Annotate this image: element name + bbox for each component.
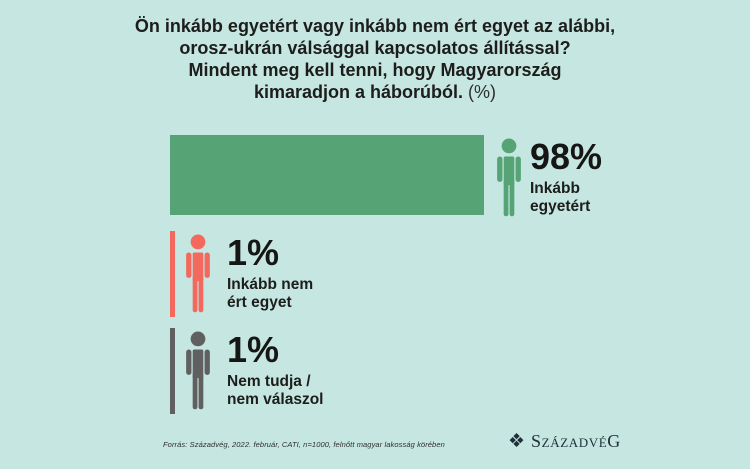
bar-disagree xyxy=(170,231,175,317)
bar-labels-disagree xyxy=(227,233,313,312)
person-icon xyxy=(180,233,216,313)
bar-labels-dontknow xyxy=(227,330,324,409)
label-agree-line1: Inkább xyxy=(530,180,580,197)
label-dontknow-line1: Nem tudja / xyxy=(227,373,311,390)
bar-row-agree xyxy=(170,135,730,225)
bar-row-dontknow xyxy=(170,328,730,418)
diamond-logo-icon: ❖ xyxy=(508,431,526,452)
title-line-1: Ön inkább egyetért vagy inkább nem ért egyet az alábbi, xyxy=(134,16,616,36)
person-icon xyxy=(491,137,527,217)
label-agree-line2: egyetért xyxy=(530,198,591,215)
title-line-2: orosz-ukrán válsággal kapcsolatos állítással? xyxy=(179,38,571,58)
chart-title xyxy=(0,15,750,103)
logo-wordmark xyxy=(531,430,621,454)
label-agree xyxy=(530,180,602,216)
bar-dontknow xyxy=(170,328,175,414)
logo-letter-g: G xyxy=(607,431,621,451)
title-line-4 xyxy=(0,81,750,103)
value-disagree: 1% xyxy=(227,232,280,273)
label-dontknow xyxy=(227,373,324,409)
value-agree: 98% xyxy=(530,136,603,177)
szazadveg-logo xyxy=(508,430,621,454)
label-disagree-line2: ért egyet xyxy=(227,294,292,311)
title-percent-suffix: (%) xyxy=(468,82,497,102)
label-disagree xyxy=(227,276,313,312)
bar-labels-agree xyxy=(530,137,602,216)
person-icon xyxy=(180,330,216,410)
logo-smallcaps: ZÁZADVÉ xyxy=(541,435,608,450)
title-line-4-text: kimaradjon a háborúból. xyxy=(253,82,463,102)
label-disagree-line1: Inkább nem xyxy=(227,276,314,293)
source-note: Forrás: Századvég, 2022. február, CATI, n=1000, felnőtt magyar lakosság körében xyxy=(163,440,445,449)
logo-letter-s: S xyxy=(531,431,542,451)
bar-row-disagree xyxy=(170,231,730,321)
value-dontknow: 1% xyxy=(227,329,280,370)
title-line-3: Mindent meg kell tenni, hogy Magyarország xyxy=(188,60,562,80)
bar-agree xyxy=(170,135,484,215)
label-dontknow-line2: nem válaszol xyxy=(227,391,324,408)
